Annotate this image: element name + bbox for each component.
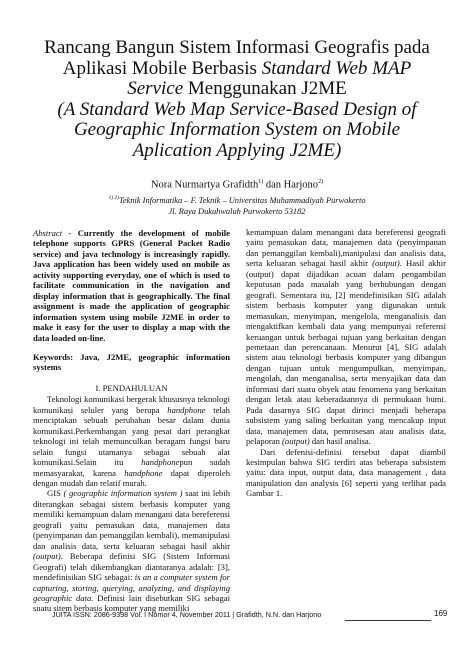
intro-paragraph-2 xyxy=(33,488,230,613)
italic-run: handphone xyxy=(124,467,163,478)
title-line-6: Aplication Applying J2ME) xyxy=(132,139,342,161)
intro-paragraph-1 xyxy=(33,394,230,488)
text-run: . Beberapa definisi SIG (Sistem Informasi Geografi) telah dikembangkan diantaranya adalah: [3], mendefinisikan SIG sebagai: xyxy=(33,551,230,583)
abstract xyxy=(33,228,230,343)
text-run: Teknologi komunikasi bergerak khususnya teknologi komunikasi seluler yang berupa xyxy=(33,394,230,415)
right-paragraph-1 xyxy=(246,227,446,447)
title-line-3 xyxy=(14,79,460,100)
title-line-2-italic: Standard Web MAP xyxy=(261,57,412,79)
title-line-2-text: Aplikasi Mobile Berbasis xyxy=(62,57,262,79)
journal-footer: JUITA ISSN: 2086-9398 Vol. I Nomor 4, November 2011 | Grafidth, N.N. dan Harjono xyxy=(52,610,322,619)
author-line xyxy=(0,176,474,192)
text-run: . Hasil akhir (output) dapat dijadikan acuan dalam pengambilan keputusan pada masalah yang berhubungan dengan geografi. Sementara itu, [2] mendefinisikan SIG adalah sistem berbasis komputer yang digunakan untuk memasukan, menyimpan, mengelola, menganalisis dan mengaktifkan kembali data yang mempunyai referensi keruangan untuk berbagai tujuan yang berkaitan dengan pemetaan dan perencanaan. Menurut [4], SIG adalah sistem atau teknologi berbasis komputer yang dibangun dengan tujuan untuk mengumpulkan, menyimpan, mengolah, dan menganalisa, serta menyajikan data dan informasi dari suatu obyek atau fenomena yang berkaitan dengan letak atau keberadaannya di permukaan bumi. Pada dasarnya SIG dapat dirinci menjadi beberapa subsistem yang saling berkaitan yang mencakup input data, manajemen data, pemrosesan atau analisis data, pelaporan xyxy=(246,258,446,447)
affiliation-line-2: Jl. Raya Dukuhwaluh Purwokerto 53182 xyxy=(168,206,306,216)
author-2: dan Harjono xyxy=(263,179,319,191)
italic-run: handphone xyxy=(167,404,206,415)
paper-title xyxy=(14,38,460,161)
text-run: kemampuan dalam menangani data bereferensi geografi yaitu pemasukan data, manajemen data (penyimpanan dan pemanggilan kembali),manipulasi dan analisis data, serta keluaran sebagai hasil akhir xyxy=(246,227,446,269)
abstract-text: - Currently the development of mobile telephone supports GPRS (General Packet Radio service) and java technology is increasingly rapidly. Java application has been widely used on mobile as activity supporting everyday, one of which is used to facilitate communication in the navigation and display information that is geographically. The final assignment is made the application of geographic information system using mobile J2ME in order to make it easy for the user to display a map with the data loaded on-line. xyxy=(33,228,230,343)
title-line-5: Geographic Information System on Mobile xyxy=(73,119,401,140)
text-run: saat ini lebih diterangkan sebagai sistem berbasis komputer yang memiliki kemampuan dalam menangani data bereferensi geografi yaitu pemasukan data, manajemen data (penyimpanan dan pemanggilan kembali), memanipulasi dan analisis data, serta keluaran sebagai hasil akhir xyxy=(33,488,231,551)
title-line-3-italic: Service xyxy=(127,78,184,99)
italic-run: ( geographic information system ) xyxy=(63,488,183,499)
title-line-2 xyxy=(14,59,460,80)
left-column xyxy=(33,228,230,614)
author-1-mark: 1) xyxy=(258,179,264,185)
section-heading-pendahuluan: I. PENDAHULUAN xyxy=(95,382,168,393)
page-number: 169 xyxy=(434,609,448,618)
text-run: GIS xyxy=(47,488,64,499)
italic-run: (output) xyxy=(372,258,400,269)
italic-run: is an a computer system for capturing, storing, querying, analyzing, and displaying geographic data. xyxy=(33,572,230,603)
affiliation-marks: 1) 2) xyxy=(108,195,120,201)
title-line-4: (A Standard Web Map Service-Based Design of xyxy=(57,98,417,120)
text-run: dan hasil analisa. xyxy=(309,436,371,447)
keywords: Keywords: Java, J2ME, geographic information systems xyxy=(33,351,230,373)
text-run: Definisi lain disebutkan SIG sebagai suatu sitem berbasis komputer yang memiliki xyxy=(33,592,230,614)
affiliation-dept: Teknik Informatika – F. Teknik – Universitas Muhammadiyah Purwokerto xyxy=(119,195,366,205)
title-line-3-text: Menggunakan J2ME xyxy=(183,78,347,99)
abstract-label: Abstract xyxy=(33,228,63,238)
text-run: dapat diperoleh dengan mudah dan relatif murah. xyxy=(33,467,230,488)
right-column xyxy=(246,227,446,499)
italic-run: handphone xyxy=(141,457,180,468)
text-run: pun sudah memasyarakat, karena xyxy=(33,457,230,478)
text-run: telah menciptakan sebuah perubahan besar dalam dunia komunikasi.Perkembangan yang pesat dari perangkat teknologi ini telah memunculkan beragam fungsi baru selain fungsi utamanya sebagai sebuah alat komunikasi.Selain itu xyxy=(33,404,230,468)
italic-run: (output) xyxy=(33,551,61,562)
right-paragraph-2: Dari defenisi-definisi tersebut dapat diambil kesimpulan bahwa SIG terdiri atas beberapa subsistem yaitu: data input, output data, data management , data manipulation dan analysis [6] seperti yang terlihat pada Gambar 1. xyxy=(246,446,446,499)
author-1: Nora Nurmartya Grafidth xyxy=(150,179,259,191)
italic-run: (output) xyxy=(282,436,310,447)
affiliation xyxy=(0,193,474,217)
author-2-mark: 2) xyxy=(318,179,324,185)
footer-rule xyxy=(345,620,431,621)
affiliation-line-1 xyxy=(0,193,474,206)
title-line-1: Rancang Bangun Sistem Informasi Geografis pada xyxy=(44,37,430,58)
